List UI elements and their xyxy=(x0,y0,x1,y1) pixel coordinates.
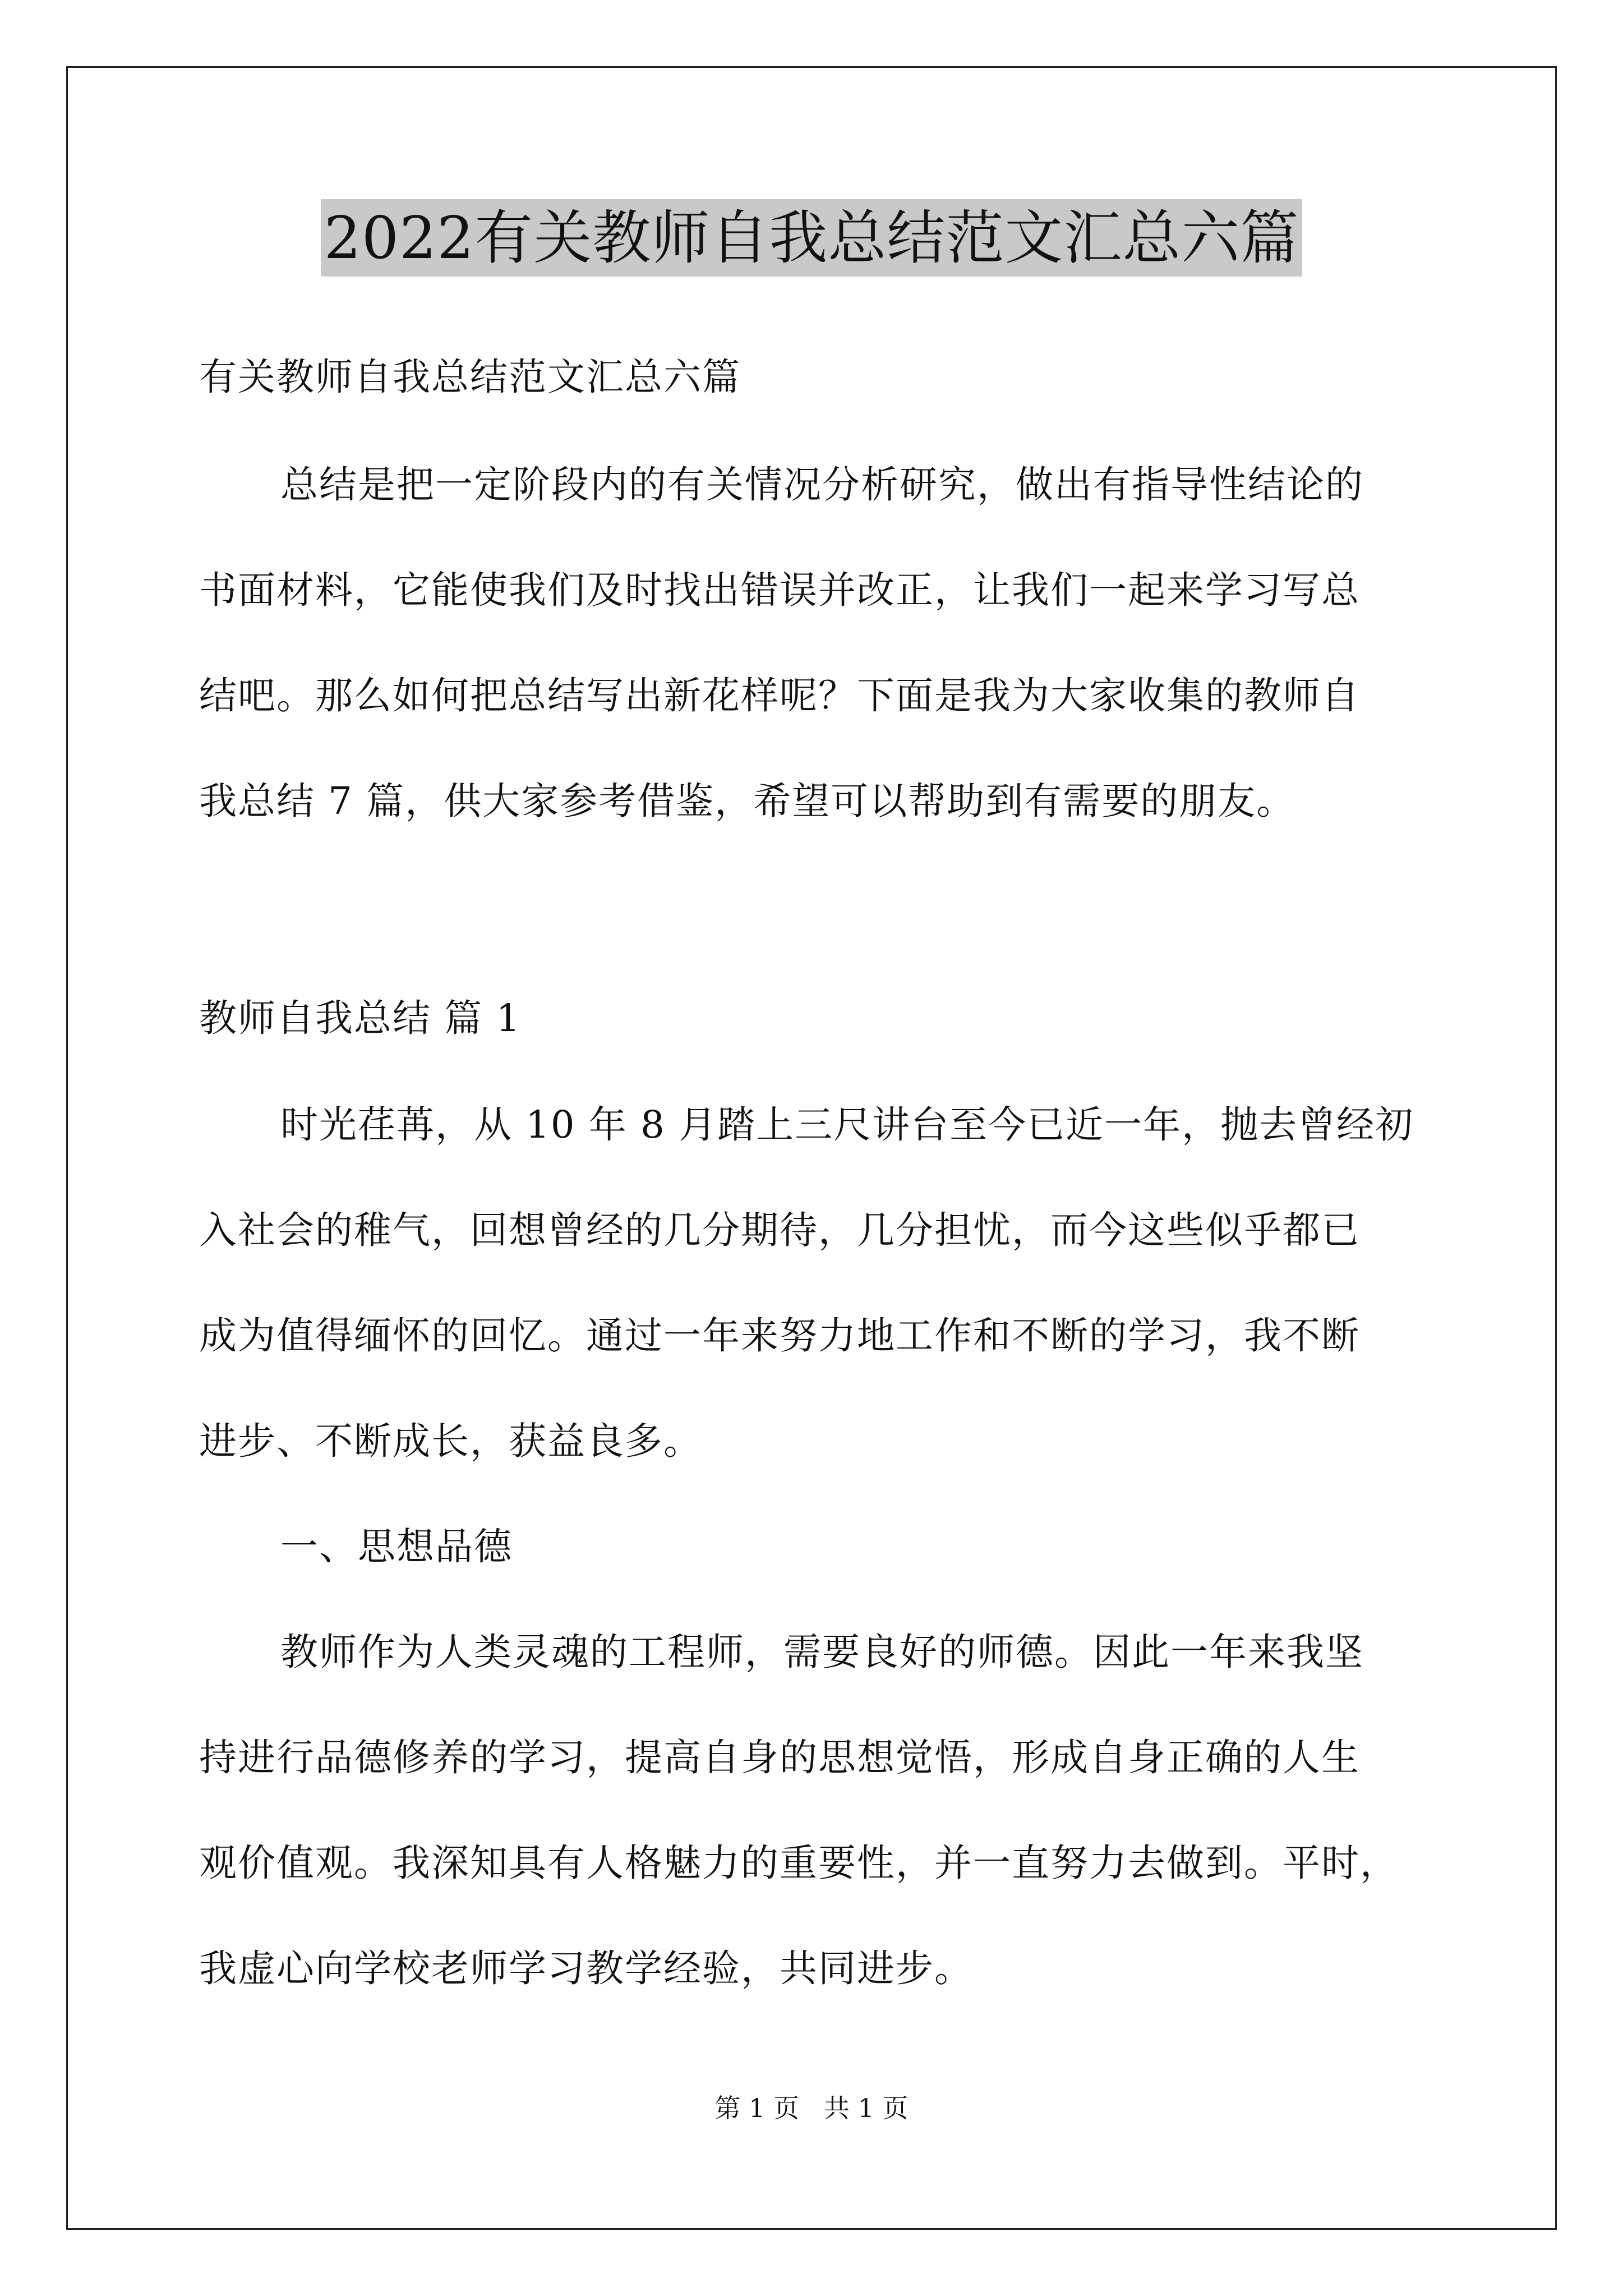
intro-line-1: 总结是把一定阶段内的有关情况分析研究，做出有指导性结论的 xyxy=(280,463,1364,507)
intro-line-2: 书面材料，它能使我们及时找出错误并改正，让我们一起来学习写总 xyxy=(199,568,1360,612)
document-title-text: 2022有关教师自我总结范文汇总六篇 xyxy=(321,199,1303,277)
document-title xyxy=(0,199,1623,277)
page-footer: 第 1 页 共 1 页 xyxy=(714,2093,909,2123)
moral-para-line-2: 持进行品德修养的学习，提高自身的思想觉悟，形成自身正确的人生 xyxy=(199,1736,1360,1779)
section-para-line-3: 成为值得缅怀的回忆。通过一年来努力地工作和不断的学习，我不断 xyxy=(199,1314,1360,1358)
subheading-moral: 一、思想品德 xyxy=(280,1525,513,1568)
moral-para-line-4: 我虚心向学校老师学习教学经验，共同进步。 xyxy=(199,1947,973,1990)
section-para-line-1: 时光荏苒，从 10 年 8 月踏上三尺讲台至今已近一年，抛去曾经初 xyxy=(280,1103,1414,1147)
moral-para-line-1: 教师作为人类灵魂的工程师，需要良好的师德。因此一年来我坚 xyxy=(280,1630,1364,1674)
intro-line-4: 我总结 7 篇，供大家参考借鉴，希望可以帮助到有需要的朋友。 xyxy=(199,779,1295,823)
section-para-line-2: 入社会的稚气，回想曾经的几分期待，几分担忧，而今这些似乎都已 xyxy=(199,1208,1360,1252)
document-subtitle: 有关教师自我总结范文汇总六篇 xyxy=(199,355,741,399)
section-para-line-4: 进步、不断成长，获益良多。 xyxy=(199,1419,702,1463)
section-heading: 教师自我总结 篇 1 xyxy=(199,996,522,1040)
moral-para-line-3: 观价值观。我深知具有人格魅力的重要性，并一直努力去做到。平时， xyxy=(199,1841,1399,1885)
intro-line-3: 结吧。那么如何把总结写出新花样呢？下面是我为大家收集的教师自 xyxy=(199,674,1360,717)
